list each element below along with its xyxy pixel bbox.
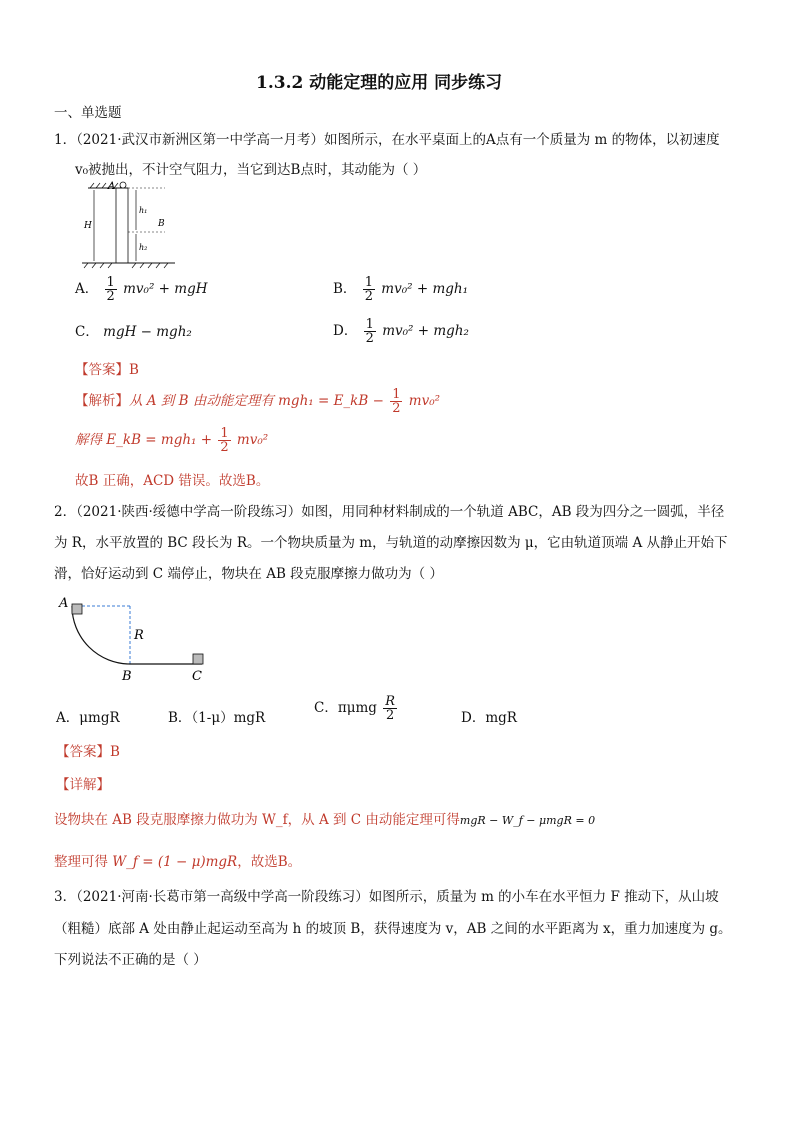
q2-fig-label-A: A (59, 596, 69, 611)
q2-option-c-head: C．πμmg (314, 700, 377, 716)
q1-option-b (333, 276, 468, 303)
q1-analysis-tail: mv₀² (408, 393, 441, 409)
q1-analysis-head: 【解析】 (75, 393, 129, 409)
frac-den: 2 (385, 708, 395, 723)
q1-option-a-expr: mv₀² + mgH (123, 281, 208, 297)
q1-option-c-expr: mgH − mgh₂ (103, 324, 192, 340)
frac-num: R (385, 694, 396, 709)
q2-detail-l2-head: 整理可得 (54, 854, 108, 870)
q2-stem-line3: 滑，恰好运动到 C 端停止，物块在 AB 段克服摩擦力做功为（ ） (54, 566, 443, 582)
q1-fig-label-A: A (108, 181, 116, 192)
q2-detail-l2-tail: ，故选B。 (237, 854, 302, 870)
frac-num: 1 (106, 275, 115, 290)
q1-option-d (333, 318, 469, 345)
q2-stem-line1: 2．（2021·陕西·绥德中学高一阶段练习）如图，用同种材料制成的一个轨道 ABC，AB 段为四分之一圆弧，半径 (54, 504, 725, 520)
frac-den: 2 (365, 331, 374, 346)
q1-analysis-frac (390, 388, 402, 415)
q1-fig-label-h2: h₂ (139, 243, 148, 252)
q1-option-c-label: C． (75, 324, 99, 340)
frac-num: 1 (365, 317, 374, 332)
q1-fig-label-h1: h₁ (139, 206, 148, 215)
q2-detail-line1 (54, 808, 595, 828)
q3-stem-line1: 3．（2021·河南·长葛市第一高级中学高一阶段练习）如图所示，质量为 m 的小车在水平恒力 F 推动下，从山坡 (54, 889, 719, 905)
q1-option-b-frac (363, 276, 375, 303)
page-title: 1.3.2 动能定理的应用 同步练习 (256, 73, 503, 93)
q1-option-d-label: D． (333, 323, 358, 339)
q2-fig-label-C: C (192, 669, 202, 684)
q1-option-a (75, 276, 208, 303)
q1-option-d-frac (364, 318, 376, 345)
q1-option-a-label: A． (75, 281, 99, 297)
q1-answer: 【答案】B (75, 362, 139, 378)
q1-stem-line2: v₀被抛出，不计空气阻力，当它到达B点时，其动能为（ ） (75, 162, 427, 178)
q1-option-b-label: B． (333, 281, 357, 297)
q2-figure (56, 594, 216, 686)
frac-num: 1 (220, 426, 229, 441)
q3-stem-line3: 下列说法不正确的是（ ） (54, 952, 207, 968)
q1-option-d-expr: mv₀² + mgh₂ (382, 323, 469, 339)
q2-detail-eq: mgR − W_f − μmgR = 0 (459, 814, 596, 827)
q1-solve-frac (218, 427, 230, 454)
q2-detail-head: 【详解】 (56, 777, 110, 793)
q2-option-c (314, 695, 399, 722)
frac-den: 2 (392, 401, 401, 416)
q1-fig-label-B: B (158, 219, 165, 229)
q2-fig-label-B: B (122, 669, 132, 684)
q2-detail-l2-eq: W_f = (1 − μ)mgR (112, 854, 238, 870)
q1-option-c (75, 320, 192, 340)
q3-stem-line2: （粗糙）底部 A 处由静止起运动至高为 h 的坡顶 B，获得速度为 v，AB 之间的水平距离为 x，重力加速度为 g。 (54, 921, 732, 937)
q2-fig-label-R: R (134, 628, 144, 643)
q2-stem-line2: 为 R，水平放置的 BC 段长为 R。一个物块质量为 m，与轨道的动摩擦因数为 μ，它由轨道顶端 A 从静止开始下 (54, 535, 728, 551)
q2-option-c-frac (383, 695, 397, 722)
q2-option-d: D．mgR (461, 710, 517, 726)
q2-option-a: A．μmgR (56, 710, 120, 726)
q1-fig-label-H: H (84, 221, 92, 231)
q1-solve (75, 427, 268, 454)
q2-answer: 【答案】B (56, 744, 120, 760)
q2-option-b: B．（1-μ）mgR (168, 710, 266, 726)
q1-conclusion: 故B 正确，ACD 错误。故选B。 (75, 473, 270, 489)
q1-figure (80, 180, 180, 270)
q1-analysis (75, 388, 440, 415)
frac-num: 1 (364, 275, 373, 290)
frac-den: 2 (106, 289, 115, 304)
frac-num: 1 (392, 387, 401, 402)
q1-solve-tail: mv₀² (236, 432, 269, 448)
q1-stem-line1: 1．（2021·武汉市新洲区第一中学高一月考）如图所示，在水平桌面上的A点有一个质量为 m 的物体，以初速度 (54, 132, 720, 148)
q1-analysis-text: 从 A 到 B 由动能定理有 mgh₁ = E_kB − (129, 393, 384, 409)
section-heading: 一、单选题 (54, 105, 122, 121)
q1-option-b-expr: mv₀² + mgh₁ (381, 281, 468, 297)
q1-option-a-frac (105, 276, 117, 303)
q2-detail-line2 (54, 850, 301, 870)
q2-detail-text: 设物块在 AB 段克服摩擦力做功为 W_f，从 A 到 C 由动能定理可得 (54, 812, 460, 828)
q1-solve-text: 解得 E_kB = mgh₁ + (75, 432, 213, 448)
frac-den: 2 (364, 289, 373, 304)
frac-den: 2 (220, 440, 229, 455)
